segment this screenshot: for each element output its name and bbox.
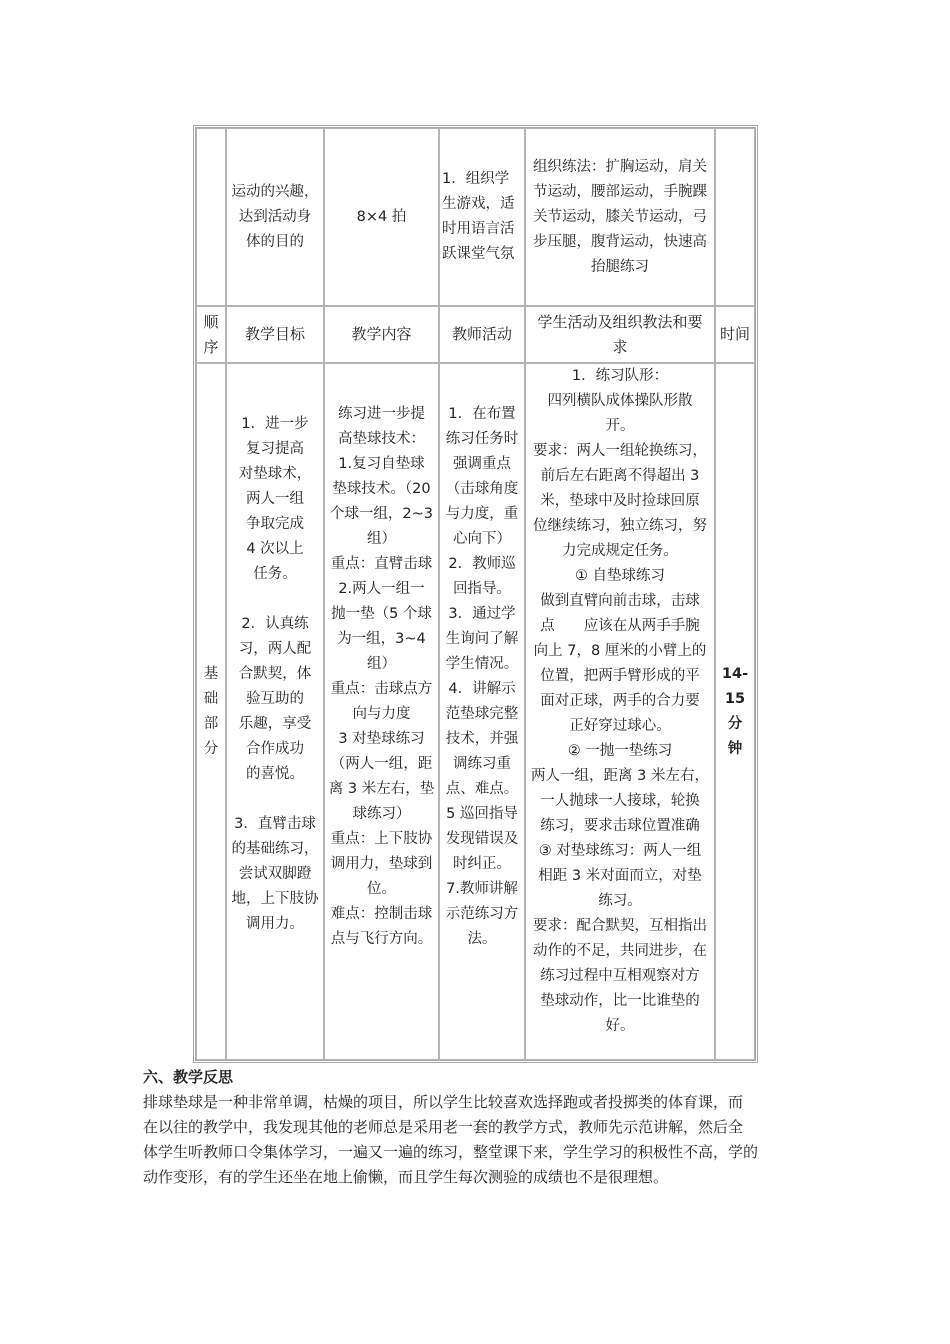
- cell-goal-main: [226, 363, 324, 1060]
- header-time-text: 时间: [719, 325, 750, 343]
- cell-text-line: 序: [203, 337, 219, 356]
- reflection-body: [143, 1090, 813, 1190]
- cell-text-line: （两人一组，距: [330, 756, 433, 772]
- header-goal-text: 教学目标: [244, 325, 305, 343]
- header-order: [196, 306, 226, 363]
- cell-text-line: 1.复习自垫球: [338, 456, 425, 472]
- cell-text-line: 3 对垫球练习: [338, 731, 425, 747]
- lesson-plan-table: [193, 125, 758, 1063]
- header-goal: [226, 306, 324, 363]
- cell-text-line: 学生活动及组织教法和要: [537, 312, 703, 331]
- cell-text-line: 14-: [721, 665, 749, 682]
- cell-text-line: 抬腿练习: [591, 258, 649, 275]
- cell-text-line: 组）: [367, 531, 396, 547]
- cell-text-line: 1．进一步: [241, 416, 309, 432]
- cell-text-line: 部: [203, 715, 219, 732]
- cell-text-line: 学生情况。: [445, 656, 519, 672]
- cell-text-line: 向上 7，8 厘米的小臂上的: [533, 643, 707, 659]
- cell-text-line: 抛一垫（5 个球: [331, 606, 432, 622]
- cell-text-line: 时用语言活: [442, 221, 515, 237]
- header-content: [324, 306, 439, 363]
- cell-text-line: 一人抛球一人接球，轮换: [540, 793, 700, 809]
- cell-text-line: 生游戏，适: [442, 196, 515, 212]
- cell-text-line: 垫球技术。（20: [332, 481, 431, 497]
- cell-text-line: 位置，把两手臂形成的平: [540, 668, 700, 684]
- reflection-line: 排球垫球是一种非常单调，枯燥的项目，所以学生比较喜欢选择跑或者投掷类的体育课，而: [143, 1093, 744, 1111]
- cell-text-line: 4 次以上: [246, 541, 304, 557]
- cell-time-main: [715, 363, 755, 1060]
- cell-text-line: 5 巡回指导: [446, 806, 518, 822]
- cell-text-line: 练习任务时: [445, 431, 519, 447]
- cell-text-line: 关节运动，膝关节运动，弓: [533, 208, 707, 225]
- cell-text-line: 顺: [203, 312, 219, 331]
- cell-text-line: 正好穿过球心。: [569, 718, 671, 734]
- cell-text-line: 对垫球术，: [238, 466, 312, 482]
- header-student: [525, 306, 715, 363]
- cell-text-line: 达到活动身: [238, 208, 312, 225]
- header-content-text: 教学内容: [351, 325, 412, 343]
- header-teacher-text: 教师活动: [451, 325, 512, 343]
- cell-text-line: （击球角度: [445, 481, 519, 497]
- cell-text-line: 练习进一步提: [338, 406, 425, 422]
- cell-text-line: 调用力。: [246, 916, 304, 932]
- cell-text-line: 回指导。: [453, 581, 511, 597]
- cell-text-line: [273, 587, 278, 612]
- cell-text-line: 四列横队成体操队形散: [547, 393, 693, 409]
- cell-text-line: 示范练习方: [445, 906, 519, 922]
- cell-text-line: ① 自垫球练习: [574, 568, 666, 584]
- cell-text-line: 分: [203, 740, 219, 757]
- cell-text-line: 练习。: [598, 893, 642, 909]
- cell-text-line: 2．认真练: [241, 616, 309, 632]
- cell-text-line: 个球一组，2~3: [329, 506, 434, 522]
- cell-text-line: 3．直臂击球: [234, 816, 316, 832]
- cell-text-line: 生询问了解: [445, 631, 519, 647]
- cell-text-line: 范垫球完整: [445, 706, 519, 722]
- cell-text-line: 位继续练习，独立练习，努: [533, 518, 707, 534]
- cell-content-top: [324, 128, 439, 306]
- cell-content-main: [324, 363, 439, 1060]
- cell-text-line: 2.两人一组一: [338, 581, 425, 597]
- cell-text-line: 的基础练习，: [231, 841, 319, 857]
- cell-text-line: 两人一组，距离 3 米左右，: [531, 768, 709, 784]
- cell-text-line: 为一组，3~4: [337, 631, 426, 647]
- cell-text-line: 4．讲解示: [448, 681, 516, 697]
- cell-time-top: [715, 128, 755, 306]
- cell-teacher-main: [439, 363, 525, 1060]
- cell-text-line: 1．组织学: [442, 171, 510, 187]
- cell-order-main: [196, 363, 226, 1060]
- cell-text-line: 难点：控制击球: [330, 906, 433, 922]
- cell-text-line: 两人一组: [246, 491, 304, 507]
- cell-teacher-top: [439, 128, 525, 306]
- cell-text-line: 体的目的: [246, 233, 304, 250]
- cell-text-line: 15: [724, 690, 746, 707]
- header-teacher: [439, 306, 525, 363]
- cell-text-line: 心向下）: [453, 531, 511, 547]
- cell-text-line: 3．通过学: [448, 606, 516, 622]
- cell-text-line: 点与飞行方向。: [330, 931, 433, 947]
- cell-text-line: 钟: [727, 740, 743, 757]
- cell-text-line: 乐趣，享受: [238, 716, 312, 732]
- cell-text-line: 动作的不足，共同进步，在: [533, 943, 707, 959]
- cell-text-line: 离 3 米左右，垫: [328, 781, 435, 797]
- cell-text-line: ③ 对垫球练习：两人一组: [538, 843, 702, 859]
- cell-text-line: 争取完成: [246, 516, 304, 532]
- cell-text-line: 时纠正。: [453, 856, 511, 872]
- cell-text-line: 求: [612, 337, 628, 356]
- cell-text-line: 调用力，垫球到: [330, 856, 433, 872]
- cell-text-line: 向与力度: [352, 706, 411, 722]
- cell-text-line: 验互助的: [246, 691, 304, 707]
- cell-text-line: 练习，要求击球位置准确: [540, 818, 700, 834]
- cell-text-line: 重点：直臂击球: [330, 556, 433, 572]
- header-time: [715, 306, 755, 363]
- cell-text-line: 开。: [605, 418, 635, 434]
- cell-goal-top: [226, 128, 324, 306]
- cell-text-line: 做到直臂向前击球，击球: [540, 593, 700, 609]
- cell-text-line: 前后左右距离不得超出 3: [540, 468, 700, 484]
- cell-text-line: 技术，并强: [445, 731, 519, 747]
- cell-text-line: 1．练习队形：: [571, 368, 669, 384]
- cell-text-line: 米，垫球中及时捡球回原: [540, 493, 700, 509]
- cell-text-line: 练习过程中互相观察对方: [540, 968, 700, 984]
- cell-text-line: 的喜悦。: [246, 766, 304, 782]
- cell-order-top: [196, 128, 226, 306]
- cell-text-line: 位。: [367, 881, 396, 897]
- cell-text-line: 2．教师巡: [448, 556, 516, 572]
- cell-text-line: 相距 3 米对面而立，对垫: [538, 868, 702, 884]
- cell-text-line: 高垫球技术：: [338, 431, 425, 447]
- reflection-line: 在以往的教学中，我发现其他的老师总是采用老一套的教学方式，教师先示范讲解，然后全: [143, 1118, 744, 1136]
- cell-text-line: 分: [727, 715, 743, 732]
- cell-text-line: 力完成规定任务。: [562, 543, 678, 559]
- cell-text-line: [273, 787, 278, 812]
- cell-text-line: 垫球动作，比一比谁垫的: [540, 993, 700, 1009]
- cell-text-line: 好。: [605, 1018, 635, 1034]
- content-top-text: 8×4 拍: [356, 208, 407, 225]
- cell-text-line: 要求：两人一组轮换练习，: [533, 443, 707, 459]
- cell-text-line: 运动的兴趣，: [231, 183, 319, 200]
- cell-text-line: 习，两人配: [238, 641, 312, 657]
- cell-text-line: 面对正球，两手的合力要: [540, 693, 700, 709]
- cell-text-line: 组）: [367, 656, 396, 672]
- cell-student-top: [525, 128, 715, 306]
- cell-text-line: 地，上下肢协: [231, 891, 319, 907]
- cell-text-line: 重点：上下肢协: [330, 831, 433, 847]
- cell-text-line: 调练习重: [453, 756, 511, 772]
- cell-text-line: 要求：配合默契，互相指出: [533, 918, 707, 934]
- cell-text-line: 点、难点。: [445, 781, 519, 797]
- cell-text-line: ② 一抛一垫练习: [567, 743, 673, 759]
- reflection-section: [143, 1065, 813, 1190]
- cell-text-line: 复习提高: [246, 441, 304, 457]
- cell-student-main: [525, 363, 715, 1060]
- cell-text-line: 法。: [467, 931, 497, 947]
- cell-text-line: 跃课堂气氛: [442, 246, 515, 262]
- cell-text-line: 发现错误及: [445, 831, 519, 847]
- cell-text-line: 合默契，体: [238, 666, 312, 682]
- cell-text-line: 尝试双脚蹬: [238, 866, 312, 882]
- cell-text-line: 重点：击球点方: [330, 681, 433, 697]
- cell-text-line: 任务。: [253, 566, 297, 582]
- cell-text-line: 合作成功: [246, 741, 304, 757]
- cell-text-line: 强调重点: [453, 456, 511, 472]
- cell-text-line: 基: [203, 665, 219, 682]
- reflection-line: 体学生听教师口令集体学习，一遍又一遍的练习，整堂课下来，学生学习的积极性不高，学的: [143, 1143, 759, 1161]
- reflection-line: 动作变形，有的学生还坐在地上偷懒，而且学生每次测验的成绩也不是很理想。: [143, 1168, 669, 1186]
- cell-text-line: 1．在布置: [448, 406, 516, 422]
- cell-text-line: 组织练法：扩胸运动，肩关: [533, 158, 707, 175]
- cell-text-line: 础: [203, 690, 219, 707]
- cell-text-line: 7.教师讲解: [446, 881, 518, 897]
- cell-text-line: 点 应该在从两手手腕: [540, 618, 700, 634]
- reflection-title: 六、教学反思: [143, 1068, 234, 1086]
- cell-text-line: 节运动，腰部运动，手腕踝: [533, 183, 707, 200]
- cell-text-line: 与力度，重: [445, 506, 519, 522]
- cell-text-line: 球练习）: [352, 806, 411, 822]
- cell-text-line: 步压腿，腹背运动，快速高: [533, 233, 707, 250]
